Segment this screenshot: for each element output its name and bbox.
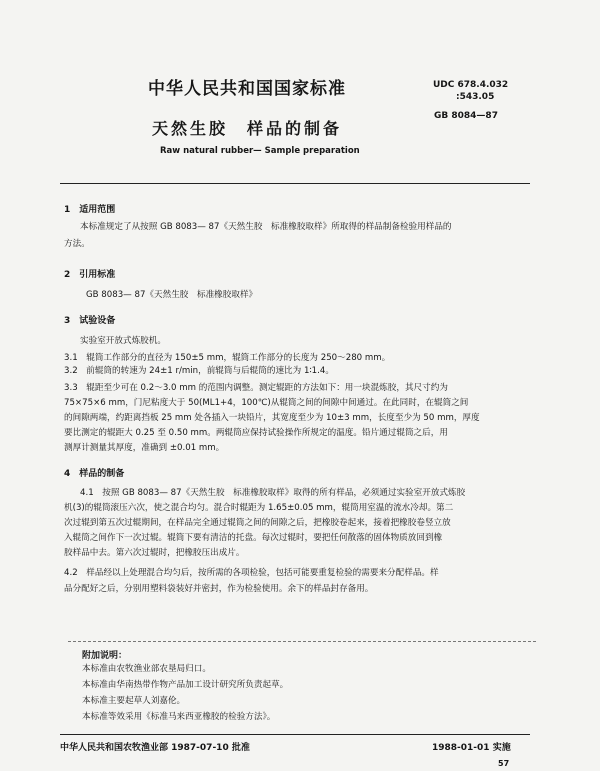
header-divider — [60, 183, 530, 184]
udc-code-line1: UDC 678.4.032 — [433, 80, 509, 90]
section-3-heading: 3 试验设备 — [64, 316, 116, 326]
section-3-line: 测厚计测量其厚度，准确到 ±0.01 mm。 — [64, 443, 225, 453]
section-1-line: 本标准规定了从按照 GB 8083— 87《天然生胶 标准橡胶取样》所取得的样品制备检验用样品的 — [80, 222, 452, 232]
document-title-en: Raw natural rubber— Sample preparation — [160, 146, 360, 156]
approval-info: 中华人民共和国农牧渔业部 1987-07-10 批准 — [60, 743, 250, 753]
section-4-line: 入辊筒之间作下一次过辊。辊筒下要有清洁的托盘。每次过辊时，要把任何散落的固体物质放回到橡 — [64, 533, 443, 543]
notes-title: 附加说明： — [82, 651, 128, 661]
notes-line: 本标准由华南热带作物产品加工设计研究所负责起草。 — [82, 680, 289, 690]
section-3-line: 75×75×6 mm，门尼粘度大于 50(ML1+4，100℃)从辊筒之间的间隙中间通过。在此同时，在辊筒之间 — [64, 398, 469, 408]
footer-divider — [60, 734, 530, 735]
implementation-date: 1988-01-01 实施 — [432, 743, 511, 753]
section-4-heading: 4 样品的制备 — [64, 469, 125, 479]
section-4-line: 4.2 样品经以上处理混合均匀后，按所需的各项检验，包括可能要重复检验的需要来分配样品。样 — [64, 568, 439, 578]
section-3-line: 的间隙两端，约距离挡板 25 mm 处各插入一块铅片，其宽度至少为 10±3 mm，长度至少为 50 mm，厚度 — [64, 413, 480, 423]
notes-line: 本标准由农牧渔业部农垦局归口。 — [82, 664, 211, 674]
section-2-heading: 2 引用标准 — [64, 270, 116, 280]
gb-code: GB 8084—87 — [434, 111, 498, 121]
section-3-line: 3.3 辊距至少可在 0.2～3.0 mm 的范围内调整。测定辊距的方法如下：用一块混炼胶，其尺寸约为 — [64, 383, 448, 393]
page-number: 57 — [498, 759, 510, 768]
notes-line: 本标准等效采用《标准马来西亚橡胶的检验方法》。 — [82, 712, 276, 722]
udc-code-line2: :543.05 — [456, 92, 495, 102]
document-title-cn: 天然生胶 样品的制备 — [152, 119, 343, 138]
section-4-line: 4.1 按照 GB 8083— 87《天然生胶 标准橡胶取样》取得的所有样品，必须通过实验室开放式炼胶 — [80, 488, 466, 498]
section-2-line: GB 8083— 87《天然生胶 标准橡胶取样》 — [86, 290, 258, 300]
standard-name: 中华人民共和国国家标准 — [148, 79, 346, 99]
section-1-line: 方法。 — [64, 239, 90, 249]
section-3-line: 3.1 辊筒工作部分的直径为 150±5 mm，辊筒工作部分的长度为 250～280 mm。 — [64, 353, 391, 363]
section-3-line: 实验室开放式炼胶机。 — [80, 336, 166, 346]
section-4-line: 机(3)的辊筒滚压六次，使之混合均匀。混合时辊距为 1.65±0.05 mm，辊筒用室温的流水冷却。第二 — [64, 503, 454, 513]
section-3-line: 3.2 前辊筒的转速为 24±1 r/min，前辊筒与后辊筒的速比为 1∶1.4。 — [64, 366, 334, 376]
section-3-line: 要比测定的辊距大 0.25 至 0.50 mm。两辊筒应保持试验操作所规定的温度。铅片通过辊筒之后，用 — [64, 428, 448, 438]
section-4-line: 品分配好之后，分别用塑料袋装好并密封，作为检验使用。余下的样品封存备用。 — [64, 584, 374, 594]
notes-line: 本标准主要起草人刘嘉伦。 — [82, 696, 186, 706]
section-4-line: 胶样品中去。第六次过辊时，把橡胶压出成片。 — [64, 548, 245, 558]
section-4-line: 次过辊到第五次过辊期间，在样品完全通过辊筒之间的间隙之后，把橡胶卷起来，接着把橡胶卷竖立放 — [64, 518, 451, 528]
notes-divider — [68, 641, 536, 642]
section-1-heading: 1 适用范围 — [64, 205, 116, 215]
